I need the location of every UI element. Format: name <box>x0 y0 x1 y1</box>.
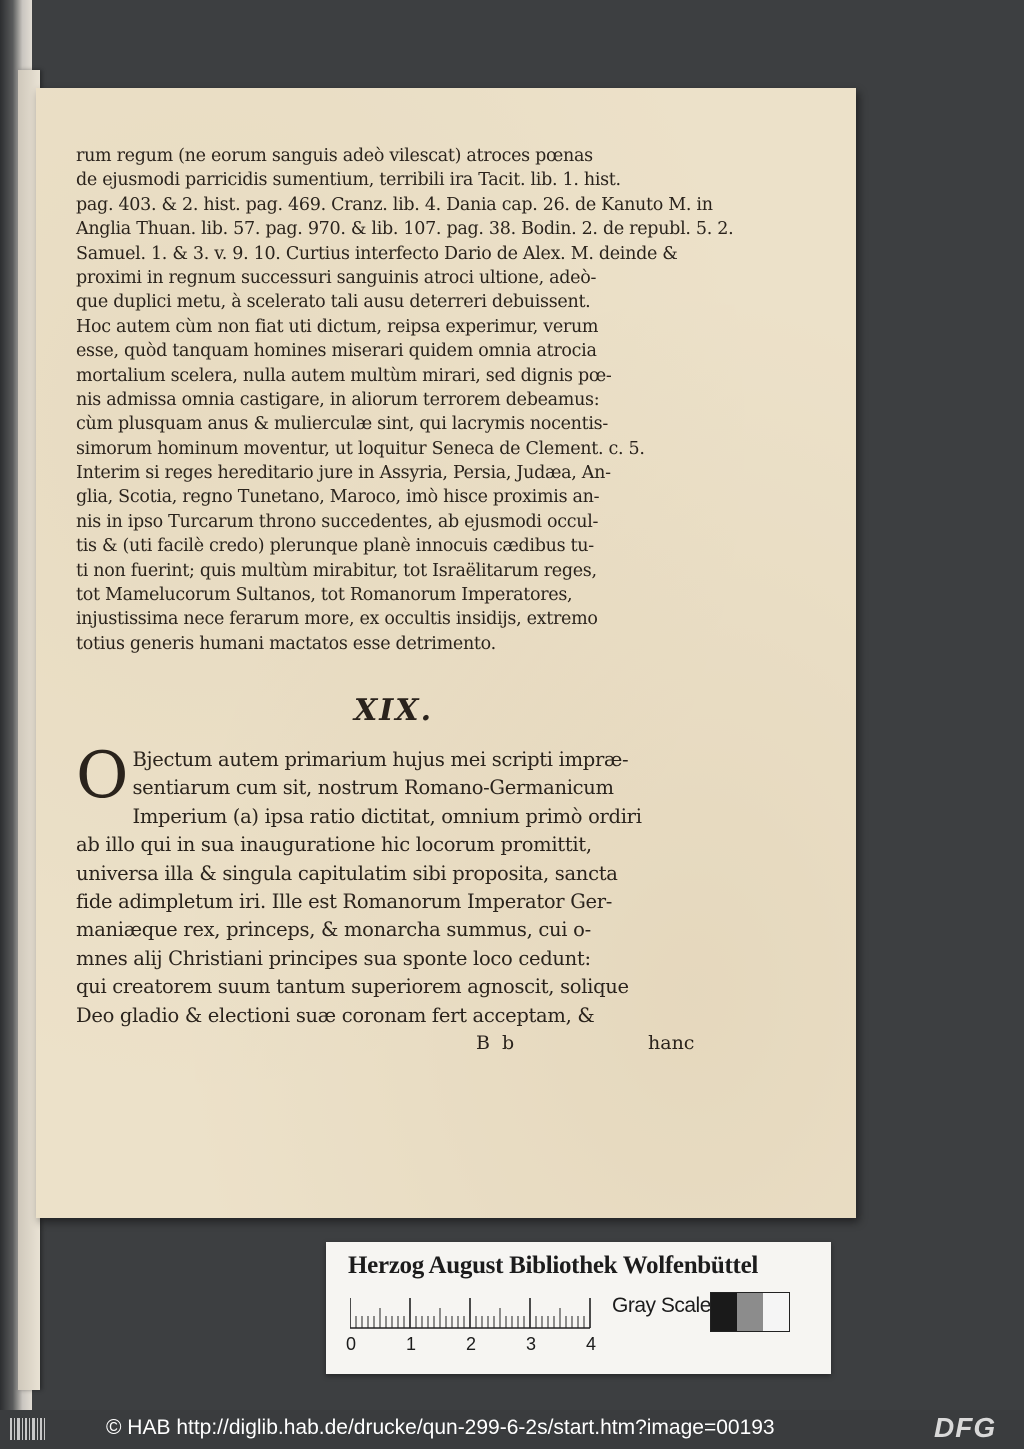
text-line: injustissima nece ferarum more, ex occultis insidijs, extremo <box>76 609 598 630</box>
text-line: nis in ipso Turcarum throno succedentes, ab ejusmodi occul- <box>76 511 599 532</box>
text-block-lower <box>76 739 716 1030</box>
text-line: universa illa & singula capitulatim sibi proposita, sancta <box>76 861 618 885</box>
dfg-logo: DFG <box>934 1412 997 1443</box>
text-line: Imperium (a) ipsa ratio dictitat, omnium primò ordiri <box>132 804 642 828</box>
text-line: Anglia Thuan. lib. 57. pag. 970. & lib. 107. pag. 38. Bodin. 2. de republ. 5. 2. <box>76 219 734 240</box>
text-line: cùm plusquam anus & mulierculæ sint, qui lacrymis nocentis- <box>76 414 608 435</box>
gray-scale-label: Gray Scale <box>612 1294 711 1317</box>
text-line: pag. 403. & 2. hist. pag. 469. Cranz. lib. 4. Dania cap. 26. de Kanuto M. in <box>76 194 713 215</box>
text-block-upper <box>76 144 734 656</box>
ruler-label: 2 <box>466 1334 477 1354</box>
text-line: ti non fuerint; quis multùm mirabitur, tot Israëlitarum reges, <box>76 560 597 581</box>
ruler-label: 3 <box>526 1334 537 1354</box>
text-line: rum regum (ne eorum sanguis adeò vilescat) atroces pœnas <box>76 146 593 166</box>
ruler-label: 4 <box>586 1334 597 1354</box>
section-heading: XIX. <box>354 693 434 728</box>
text-line: simorum hominum moventur, ut loquitur Seneca de Clement. c. 5. <box>76 438 645 459</box>
ruler-label: 1 <box>406 1334 417 1354</box>
gray-scale-swatches <box>710 1292 790 1332</box>
gray-swatch <box>737 1293 763 1331</box>
text-line: fide adimpletum iri. Ille est Romanorum Imperator Ger- <box>76 889 613 913</box>
ruler-label: 0 <box>346 1334 357 1354</box>
gray-swatch <box>711 1293 737 1331</box>
copyright-url[interactable]: © HAB http://diglib.hab.de/drucke/qun-299-6-2s/start.htm?image=00193 <box>106 1416 775 1439</box>
text-line: Interim si reges hereditario jure in Assyria, Persia, Judæa, An- <box>76 463 611 484</box>
ruler-scale <box>350 1296 600 1332</box>
library-label-card <box>326 1242 831 1374</box>
text-line: totius generis humani mactatos esse detrimento. <box>76 633 496 654</box>
text-line: esse, quòd tanquam homines miserari quidem omnia atrocia <box>76 341 597 362</box>
text-line: mortalium scelera, nulla autem multùm mirari, sed dignis pœ- <box>76 365 612 386</box>
ruler-labels <box>346 1334 626 1358</box>
text-line: de ejusmodi parricidis sumentium, terribili ira Tacit. lib. 1. hist. <box>76 170 621 191</box>
text-line: nis admissa omnia castigare, in aliorum terrorem debeamus: <box>76 389 600 410</box>
text-line: Deo gladio & electioni suæ coronam fert acceptam, & <box>76 1003 595 1027</box>
barcode-icon <box>8 1414 48 1444</box>
text-line: ab illo qui in sua inauguratione hic locorum promittit, <box>76 833 592 857</box>
catchword: hanc <box>648 1032 695 1054</box>
text-line: Bjectum autem primarium hujus mei scripti impræ- <box>132 748 629 771</box>
text-line: Hoc autem cùm non fiat uti dictum, reipsa experimur, verum <box>76 316 599 337</box>
text-line: tot Mamelucorum Sultanos, tot Romanorum Imperatores, <box>76 585 573 606</box>
drop-cap: O <box>76 739 129 813</box>
scanned-page <box>36 88 856 1218</box>
text-line: mnes alij Christiani principes sua sponte loco cedunt: <box>76 946 591 970</box>
text-line: tis & (uti facilè credo) plerunque planè innocuis cædibus tu- <box>76 536 594 557</box>
text-line: sentiarum cum sit, nostrum Romano-Germanicum <box>132 776 614 800</box>
gray-swatch <box>763 1293 789 1331</box>
text-line: que duplici metu, à scelerato tali ausu deterreri debuissent. <box>76 292 591 313</box>
text-line: glia, Scotia, regno Tunetano, Maroco, imò hisce proximis an- <box>76 487 600 508</box>
text-line: maniæque rex, princeps, & monarcha summus, cui o- <box>76 918 591 942</box>
footer-bar <box>0 1410 1024 1449</box>
text-line: Samuel. 1. & 3. v. 9. 10. Curtius interfecto Dario de Alex. M. deinde & <box>76 243 678 264</box>
text-line: proximi in regnum successuri sanguinis atroci ultione, adeò- <box>76 267 597 288</box>
library-name: Herzog August Bibliothek Wolfenbüttel <box>348 1252 759 1279</box>
text-line: qui creatorem suum tantum superiorem agnoscit, solique <box>76 975 629 999</box>
signature-mark: B b <box>476 1032 518 1054</box>
